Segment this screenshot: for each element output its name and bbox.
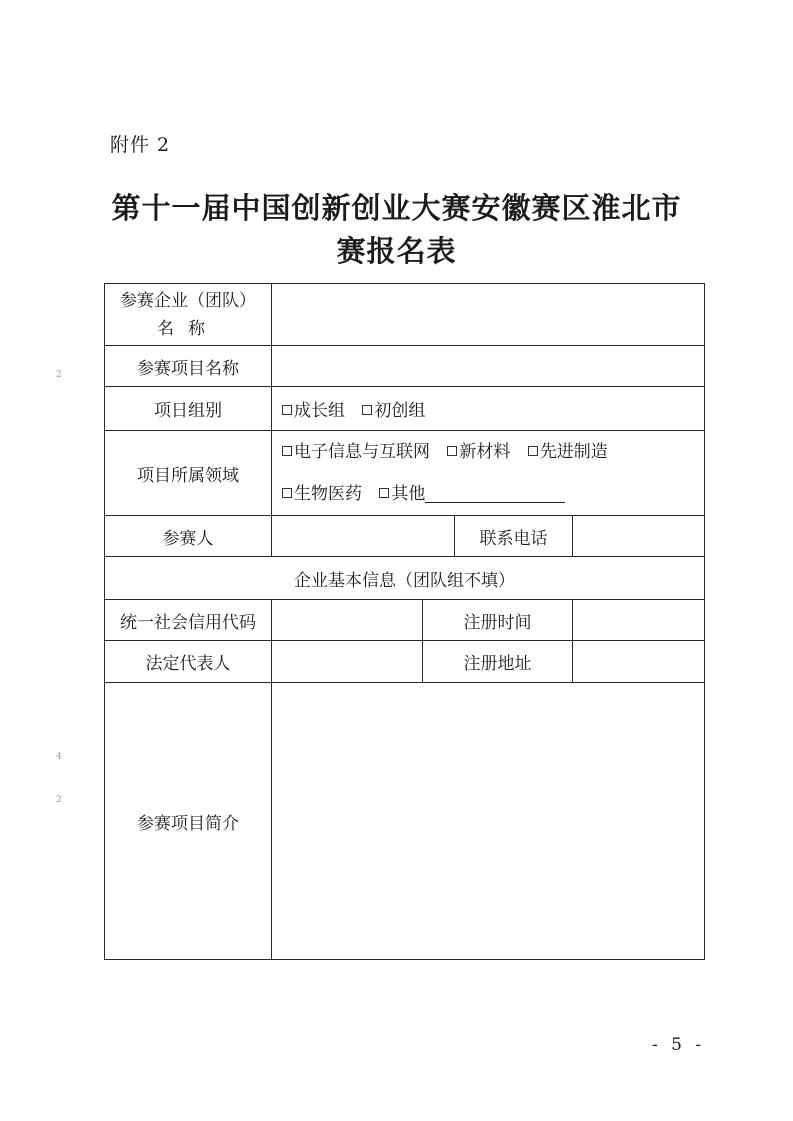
legal-rep-label: 法定代表人: [105, 641, 272, 683]
checkbox-icon[interactable]: [362, 405, 372, 415]
attachment-label: 附件 2: [110, 134, 171, 156]
project-name-label: 参赛项目名称: [105, 346, 272, 387]
row-group: [105, 387, 705, 431]
intro-label: 参赛项目简介: [105, 683, 272, 960]
domain-option-electronics[interactable]: [282, 431, 430, 473]
reg-time-label: 注册时间: [423, 600, 573, 641]
domain-options-row-1: [282, 431, 694, 473]
checkbox-icon[interactable]: [379, 488, 389, 498]
project-name-field[interactable]: [272, 346, 705, 387]
domain-option-manufacturing[interactable]: [528, 431, 608, 473]
intro-field[interactable]: [272, 683, 705, 960]
group-option-startup[interactable]: [362, 396, 425, 421]
group-label: 项日组别: [105, 387, 272, 431]
form-title-line-1: 第十一届中国创新创业大赛安徽赛区淮北市: [111, 191, 682, 225]
group-options-cell: [272, 387, 705, 431]
phone-field[interactable]: [573, 516, 705, 557]
participant-label: 参赛人: [105, 516, 272, 557]
credit-code-label: 统一社会信用代码: [105, 600, 272, 641]
domain-option-biomedicine[interactable]: [282, 473, 362, 515]
margin-mark: 2: [56, 370, 62, 380]
reg-time-field[interactable]: [573, 600, 705, 641]
checkbox-icon[interactable]: [447, 446, 457, 456]
row-participant: [105, 516, 705, 557]
domain-option-label: 其他: [391, 484, 426, 504]
group-option-growth[interactable]: [282, 396, 345, 421]
row-credit-code: [105, 600, 705, 641]
margin-mark: 2: [56, 795, 62, 805]
company-name-label: [105, 284, 272, 346]
domain-option-label: 新材料: [459, 442, 511, 462]
domain-option-other[interactable]: [379, 473, 565, 515]
form-title-line-2: 赛报名表: [336, 234, 457, 268]
row-legal-rep: [105, 641, 705, 683]
checkbox-icon[interactable]: [282, 446, 292, 456]
company-name-label-line-1: 参赛企业（团队）: [120, 290, 256, 311]
reg-address-field[interactable]: [573, 641, 705, 683]
group-option-label: 成长组: [294, 401, 345, 421]
credit-code-field[interactable]: [272, 600, 423, 641]
row-project-intro: [105, 683, 705, 960]
page-number: - 5 -: [652, 1035, 706, 1055]
domain-option-new-materials[interactable]: [447, 431, 510, 473]
reg-address-label: 注册地址: [423, 641, 573, 683]
group-option-label: 初创组: [374, 401, 426, 421]
row-company-name: [105, 284, 705, 346]
phone-label: 联系电话: [455, 516, 573, 557]
registration-form-table: [104, 283, 705, 960]
company-name-field[interactable]: [272, 284, 705, 346]
other-domain-blank[interactable]: [425, 484, 565, 503]
company-info-header: 企业基本信息（团队组不填）: [105, 557, 705, 600]
checkbox-icon[interactable]: [528, 446, 538, 456]
legal-rep-field[interactable]: [272, 641, 423, 683]
domain-options-cell: [272, 431, 705, 516]
domain-option-label: 先进制造: [539, 442, 608, 462]
domain-option-label: 生物医药: [294, 484, 362, 504]
row-project-name: [105, 346, 705, 387]
domain-label: 项目所属领域: [105, 431, 272, 516]
domain-option-label: 电子信息与互联网: [294, 442, 430, 462]
row-domain: [105, 431, 705, 516]
checkbox-icon[interactable]: [282, 488, 292, 498]
participant-field[interactable]: [272, 516, 455, 557]
domain-options-row-2: [282, 473, 694, 515]
margin-mark: 4: [56, 752, 62, 762]
company-name-label-line-2: 名称: [157, 318, 219, 339]
row-company-info-header: [105, 557, 705, 600]
checkbox-icon[interactable]: [282, 405, 292, 415]
